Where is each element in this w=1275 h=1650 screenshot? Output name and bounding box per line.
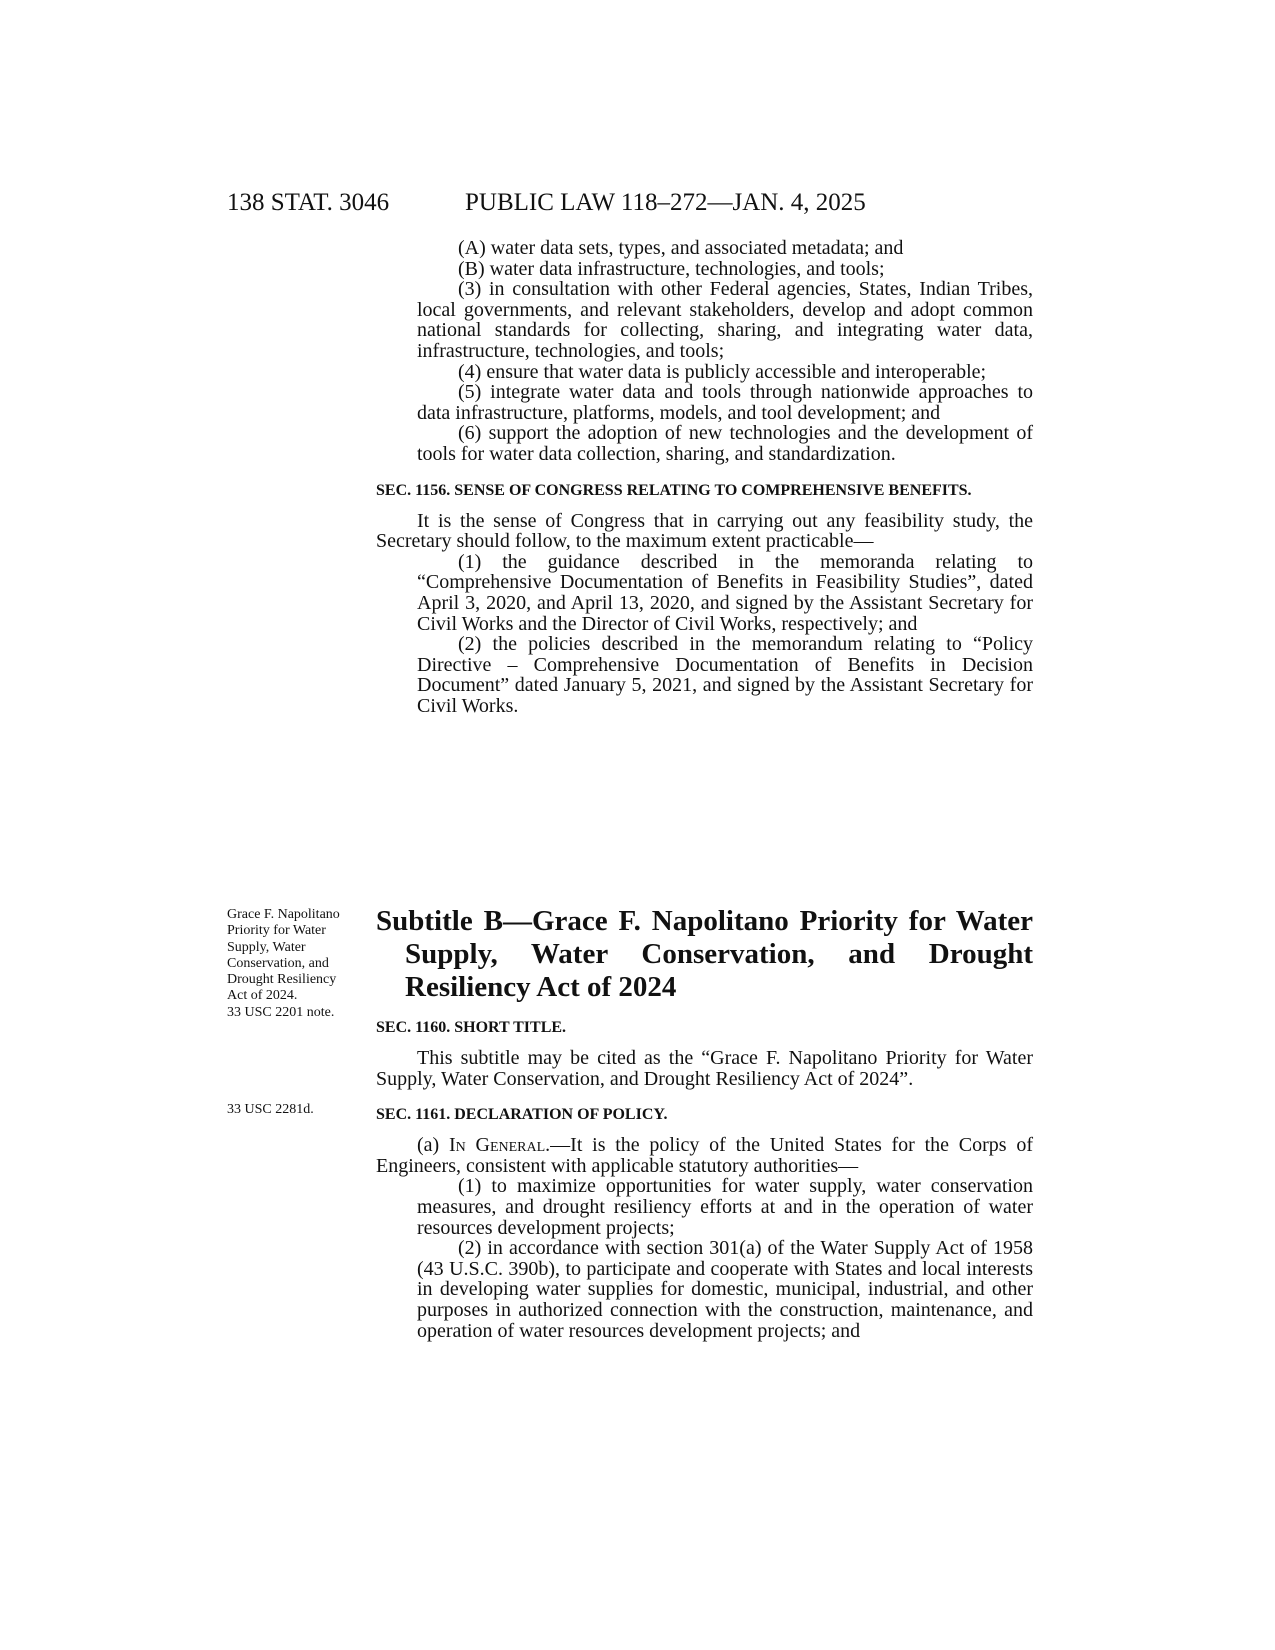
section-1156-heading: SEC. 1156. SENSE OF CONGRESS RELATING TO COMPREHENSIVE BENEFITS.: [376, 481, 972, 499]
section-1156-intro: It is the sense of Congress that in carrying out any feasibility study, the Secretary should follow, to the maximum extent practicable—: [376, 509, 1033, 553]
paragraph-item-b: (B) water data infrastructure, technologies, and tools;: [458, 257, 885, 280]
subsection-a-label: (a): [417, 1134, 449, 1157]
section-1161-heading: SEC. 1161. DECLARATION OF POLICY.: [376, 1106, 668, 1124]
margin-note-sec1161-citation: 33 USC 2281d.: [227, 1102, 314, 1117]
margin-note-subtitle-name: Grace F. Napolitano Priority for Water Supply, Water Conservation, and Drought Resiliency Act of 2024.: [227, 907, 340, 1004]
subsection-a-text: .—It is the policy of the United States for the Corps of Engineers, consistent with applicable statutory authorities—: [376, 1134, 1033, 1177]
section-1160-text: This subtitle may be cited as the “Grace F. Napolitano Priority for Water Supply, Water Conservation, and Drought Resiliency Act of 2024”.: [376, 1047, 1033, 1090]
section-1161-item-2: (2) in accordance with section 301(a) of the Water Supply Act of 1958 (43 U.S.C. 390b), to participate and cooperate with States and local interests in developing water supplies for domestic, municipal, industrial, and other purposes in authorized connection with the construction, maintenance, and operation of water resources development projects; and: [417, 1237, 1033, 1342]
subsection-a-caption: In General: [448, 1134, 546, 1157]
section-1156-item-1: (1) the guidance described in the memoranda relating to “Comprehensive Documentation of Benefits in Feasibility Studies”, dated April 3, 2020, and April 13, 2020, and signed by the Assistant Secretary for Civil Works and the Director of Civil Works, respectively; and: [417, 550, 1033, 635]
main-text-column: [376, 238, 1033, 716]
subtitle-heading: Subtitle B—Grace F. Napolitano Priority for Water Supply, Water Conservation, and Drought Resiliency Act of 2024: [376, 905, 1033, 1003]
section-1160-heading: SEC. 1160. SHORT TITLE.: [376, 1019, 567, 1036]
running-head: PUBLIC LAW 118–272—JAN. 4, 2025: [465, 189, 866, 216]
section-1161-item-1: (1) to maximize opportunities for water supply, water conservation measures, and drought resiliency efforts at and in the operation of water resources development projects;: [417, 1175, 1033, 1239]
paragraph-item-3: (3) in consultation with other Federal agencies, States, Indian Tribes, local governments, and relevant stakeholders, develop and adopt common national standards for collecting, sharing, and integrating water data, infrastructure, technologies, and tools;: [417, 278, 1033, 362]
stat-page-number: 138 STAT. 3046: [227, 189, 390, 216]
paragraph-item-6: (6) support the adoption of new technologies and the development of tools for water data collection, sharing, and standardization.: [417, 422, 1033, 465]
lower-text-column: [376, 1018, 1033, 1341]
paragraph-item-5: (5) integrate water data and tools through nationwide approaches to data infrastructure, platforms, models, and tool development; and: [417, 381, 1033, 424]
paragraph-item-4: (4) ensure that water data is publicly accessible and interoperable;: [458, 360, 987, 383]
margin-note-subtitle: [227, 907, 352, 1021]
subtitle-block: [376, 905, 1033, 1034]
section-1161-subsection-a: [376, 1135, 1033, 1176]
margin-note-subtitle-citation: 33 USC 2201 note.: [227, 1004, 335, 1020]
section-1156-item-2: (2) the policies described in the memorandum relating to “Policy Directive – Comprehensive Documentation of Benefits in Decision Document” dated January 5, 2021, and signed by the Assistant Secretary for Civil Works.: [417, 633, 1033, 717]
paragraph-item-a: (A) water data sets, types, and associated metadata; and: [458, 237, 904, 259]
